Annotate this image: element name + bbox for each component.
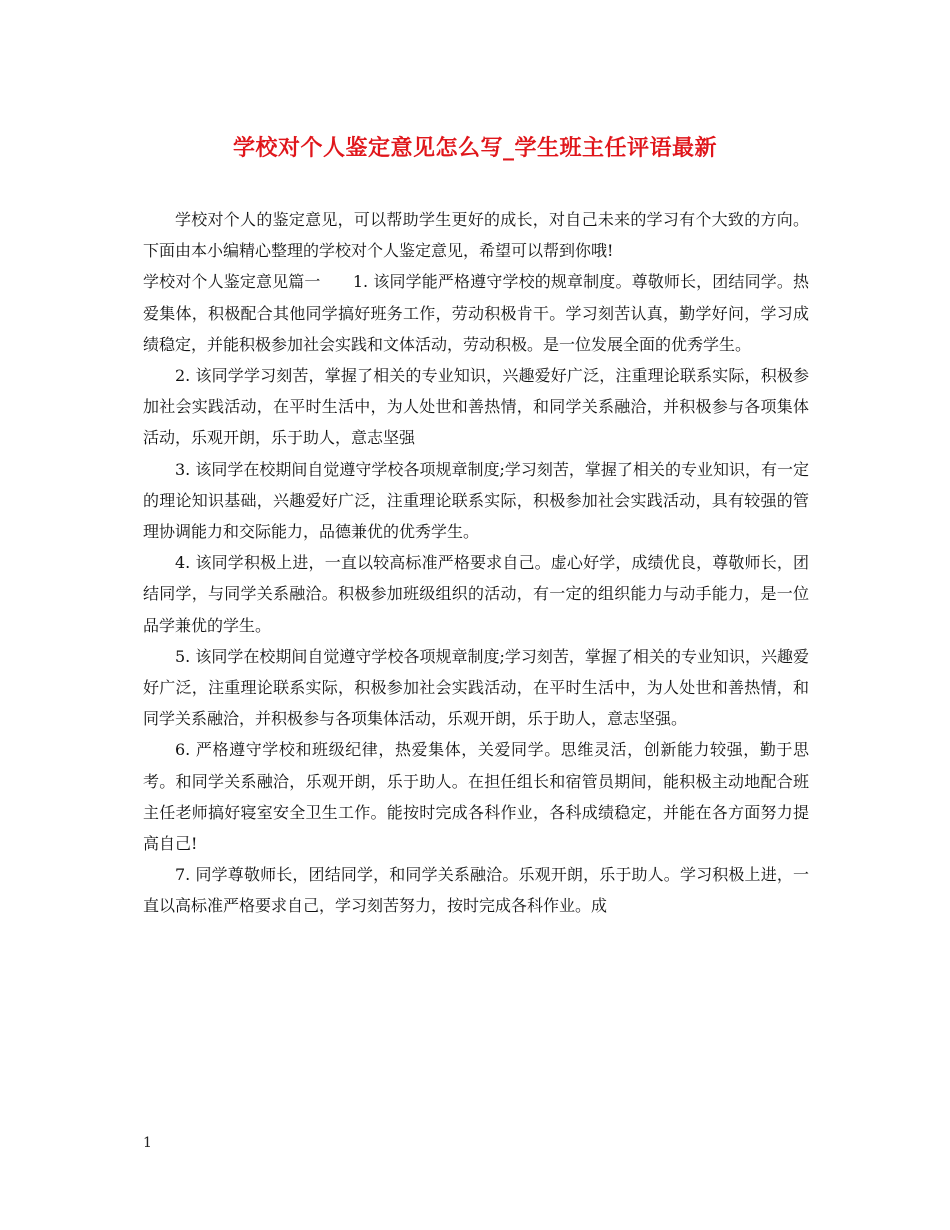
page-number: 1 [143, 1135, 152, 1151]
section-paragraph-5: 5. 该同学在校期间自觉遵守学校各项规章制度;学习刻苦，掌握了相关的专业知识，兴趣爱好广泛，注重理论联系实际，积极参加社会实践活动，在平时生活中，为人处世和善热情，和同学关系融洽，并积极参与各项集体活动，乐观开朗，乐于助人，意志坚强。 [143, 646, 809, 729]
section-paragraph-4: 4. 该同学积极上进，一直以较高标准严格要求自己。虚心好学，成绩优良，尊敬师长，团结同学，与同学关系融洽。积极参加班级组织的活动，有一定的组织能力与动手能力，是一位品学兼优的学生。 [143, 553, 809, 635]
section-paragraph-3: 3. 该同学在校期间自觉遵守学校各项规章制度;学习刻苦，掌握了相关的专业知识，有一定的理论知识基础，兴趣爱好广泛，注重理论联系实际，积极参加社会实践活动，具有较强的管理协调能力和交际能力，品德兼优的优秀学生。 [143, 459, 809, 542]
section-paragraph-6: 6. 严格遵守学校和班级纪律，热爱集体，关爱同学。思维灵活，创新能力较强，勤于思考。和同学关系融洽，乐观开朗，乐于助人。在担任组长和宿管员期间，能积极主动地配合班主任老师搞好寝室安全卫生工作。能按时完成各科作业，各科成绩稳定，并能在各方面努力提高自己! [143, 740, 809, 854]
intro-paragraph: 学校对个人的鉴定意见，可以帮助学生更好的成长，对自己未来的学习有个大致的方向。下面由本小编精心整理的学校对个人鉴定意见，希望可以帮到你哦! [143, 210, 809, 261]
section-paragraph-2: 2. 该同学学习刻苦，掌握了相关的专业知识，兴趣爱好广泛，注重理论联系实际，积极参加社会实践活动，在平时生活中，为人处世和善热情，和同学关系融洽，并积极参与各项集体活动，乐观开朗，乐于助人，意志坚强 [143, 366, 809, 448]
document-body [143, 204, 809, 922]
section-paragraph-7: 7. 同学尊敬师长，团结同学，和同学关系融洽。乐观开朗，乐于助人。学习积极上进，一直以高标准严格要求自己，学习刻苦努力，按时完成各科作业。成 [143, 865, 809, 916]
section-paragraph-1: 学校对个人鉴定意见篇一 1. 该同学能严格遵守学校的规章制度。尊敬师长，团结同学。热爱集体，积极配合其他同学搞好班务工作，劳动积极肯干。学习刻苦认真，勤学好问，学习成绩稳定，并能积极参加社会实践和文体活动，劳动积极。是一位发展全面的优秀学生。 [143, 272, 809, 354]
document-title: 学校对个人鉴定意见怎么写_学生班主任评语最新 [232, 135, 717, 161]
